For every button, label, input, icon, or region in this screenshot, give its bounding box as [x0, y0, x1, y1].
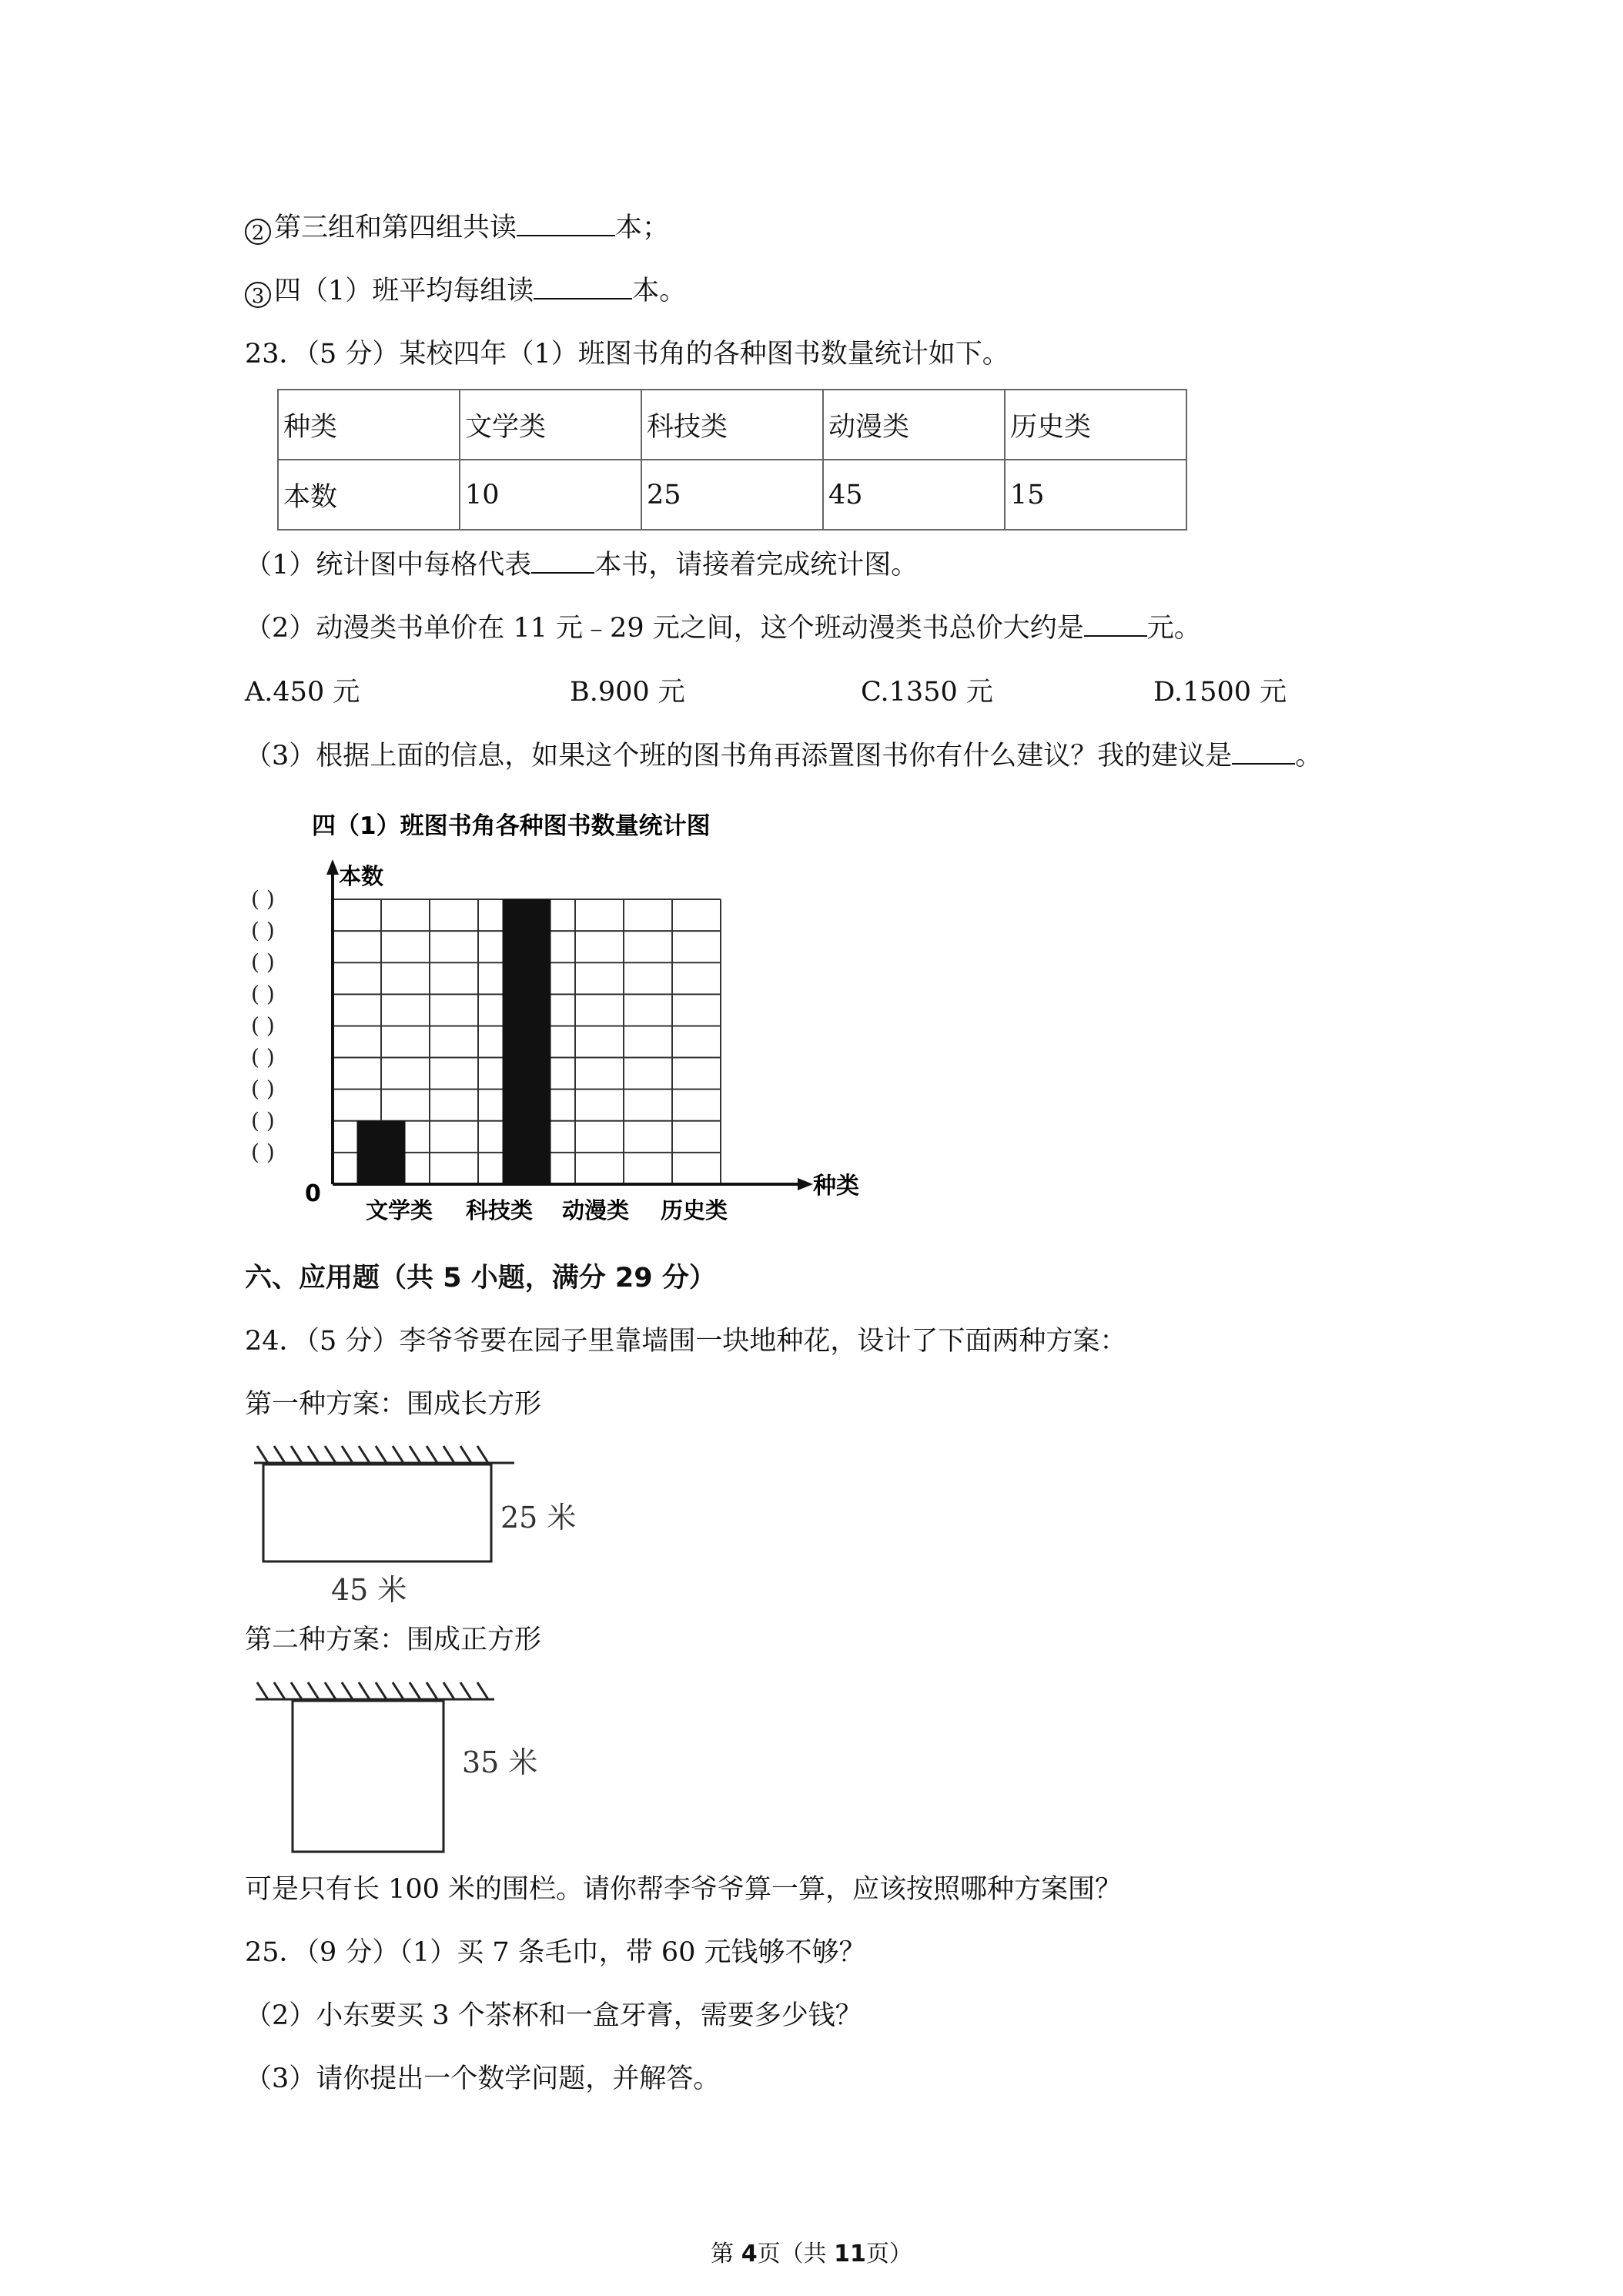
y-tick-placeholder[interactable]: ( ): [251, 918, 275, 944]
circled-number: 2: [245, 219, 271, 245]
q23-part-2: （2）动漫类书单价在 11 元﹣29 元之间，这个班动漫类书总价大约是 元。: [245, 613, 1201, 644]
option-b[interactable]: B.900 元: [570, 677, 685, 708]
y-tick-placeholder[interactable]: ( ): [251, 1107, 275, 1133]
q23-part-3: （3）根据上面的信息，如果这个班的图书角再添置图书你有什么建议？我的建议是 。: [245, 741, 1323, 771]
q23-part-1: （1）统计图中每格代表 本书，请接着完成统计图。: [245, 550, 919, 581]
table-cell: 科技类: [641, 390, 823, 460]
y-tick-placeholder[interactable]: ( ): [251, 886, 275, 912]
table-cell: 动漫类: [823, 390, 1005, 460]
hatch-mark: [325, 1682, 336, 1699]
q23-stem: 23．（5 分）某校四年（1）班图书角的各种图书数量统计如下。: [245, 339, 1009, 370]
q22-item-2: 2 第三组和第四组共读 本；: [245, 209, 669, 246]
rectangle-width-label: 45 米: [331, 1573, 407, 1607]
table-cell: 15: [1005, 460, 1186, 530]
x-tick-label: 科技类: [466, 1197, 534, 1223]
square-fence: [293, 1701, 443, 1852]
q24-question: 可是只有长 100 米的围栏。请你帮李爷爷算一算，应该按照哪种方案围？: [245, 1874, 1123, 1905]
hatch-mark: [359, 1682, 370, 1699]
q24-stem: 24．（5 分）李爷爷要在园子里靠墙围一块地种花，设计了下面两种方案：: [245, 1326, 1127, 1357]
hatch-mark: [427, 1682, 437, 1699]
hatch-mark: [460, 1682, 471, 1699]
y-tick-placeholder[interactable]: ( ): [251, 1139, 275, 1165]
hatch-mark: [410, 1682, 420, 1699]
table-cell: 本数: [278, 460, 460, 530]
circled-number: 3: [245, 282, 271, 308]
table-cell: 10: [460, 460, 641, 530]
q25-stem: 25．（9 分）（1）买 7 条毛巾，带 60 元钱够不够？: [245, 1937, 866, 1968]
q25-part-2: （2）小东要买 3 个茶杯和一盒牙膏，需要多少钱？: [245, 2000, 862, 2031]
y-tick-placeholder[interactable]: ( ): [251, 1076, 275, 1102]
q25-part-3: （3）请你提出一个数学问题，并解答。: [245, 2063, 721, 2094]
y-tick-placeholder[interactable]: ( ): [251, 949, 275, 976]
x-tick-label: 动漫类: [562, 1197, 630, 1223]
hatch-mark: [308, 1682, 319, 1699]
hatch-mark: [291, 1682, 302, 1699]
x-tick-label: 文学类: [366, 1197, 433, 1223]
table-cell: 文学类: [460, 390, 641, 460]
hatch-mark: [274, 1682, 285, 1699]
hatch-mark: [257, 1682, 268, 1699]
hatch-mark: [342, 1682, 353, 1699]
hatch-mark: [376, 1682, 387, 1699]
hatch-mark: [443, 1682, 454, 1699]
chart-title: 四（1）班图书角各种图书数量统计图: [312, 812, 711, 840]
table-cell: 历史类: [1005, 390, 1186, 460]
table-cell: 25: [641, 460, 823, 530]
x-tick-label: 历史类: [661, 1197, 728, 1223]
q24-plan-2-label: 第二种方案：围成正方形: [245, 1625, 542, 1655]
table-cell: 种类: [278, 390, 460, 460]
x-axis-label: 种类: [813, 1173, 859, 1200]
option-a[interactable]: A.450 元: [245, 677, 360, 708]
page-footer: 第 4页（共 11页）: [711, 2241, 912, 2268]
q22-item-3: 3 四（1）班平均每组读 本。: [245, 273, 686, 310]
option-c[interactable]: C.1350 元: [861, 677, 993, 708]
rectangle-height-label: 25 米: [500, 1501, 577, 1535]
hatch-mark: [477, 1682, 488, 1699]
y-tick-placeholder[interactable]: ( ): [251, 1044, 275, 1070]
wall-hatching: [257, 1682, 488, 1699]
q24-plan-1-label: 第一种方案：围成长方形: [245, 1389, 542, 1420]
hatch-mark: [393, 1682, 403, 1699]
origin-label: 0: [305, 1180, 321, 1207]
option-d[interactable]: D.1500 元: [1153, 677, 1287, 708]
section-heading: 六、应用题（共 5 小题，满分 29 分）: [245, 1263, 716, 1294]
y-tick-placeholder[interactable]: ( ): [251, 1012, 275, 1039]
square-side-label: 35 米: [462, 1745, 538, 1779]
table-cell: 45: [823, 460, 1005, 530]
y-tick-placeholder[interactable]: ( ): [251, 981, 275, 1007]
y-axis-label: 本数: [339, 863, 384, 889]
